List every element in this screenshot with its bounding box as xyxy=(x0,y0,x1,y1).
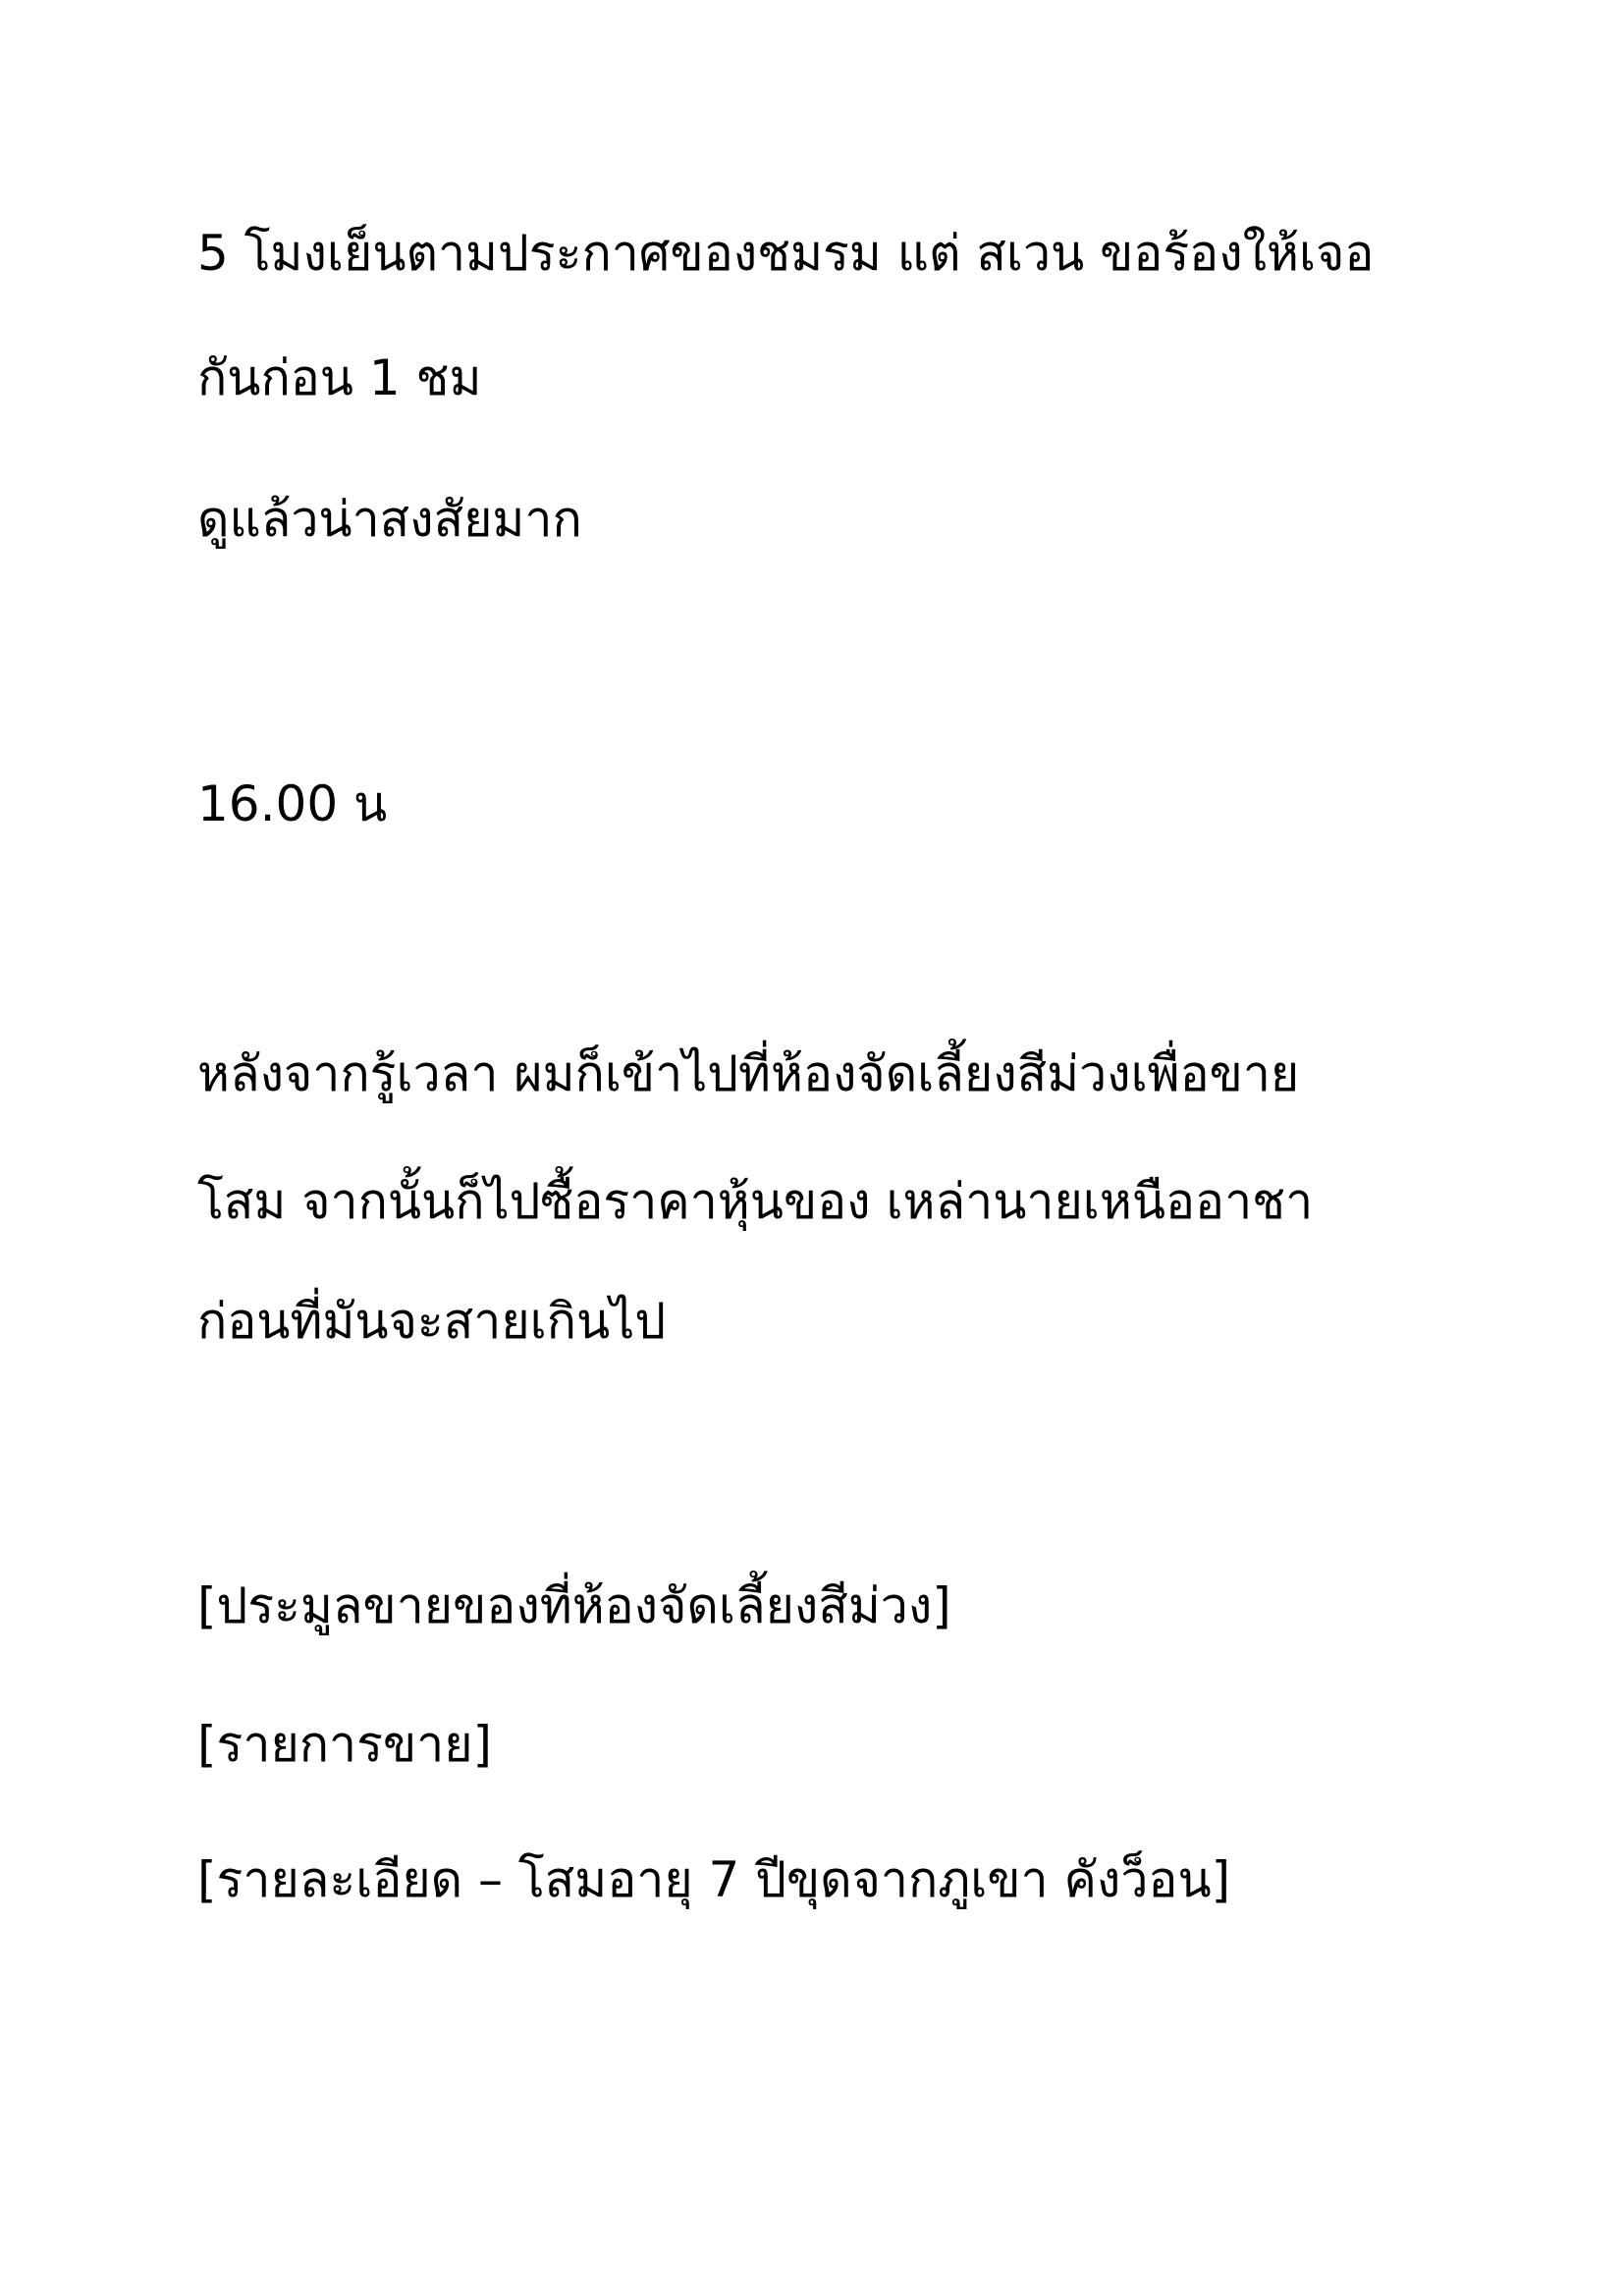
text-line-7: ก่อนที่มันจะสายเกินไป xyxy=(197,1293,667,1350)
auction-item-details: [รายละเอียด – โสมอายุ 7 ปีขุดจากภูเขา คังว็อน] xyxy=(197,1851,1231,1908)
text-line-5: หลังจากรู้เวลา ผมก็เข้าไปที่ห้องจัดเลี้ยงสีม่วงเพื่อขาย xyxy=(197,1045,1300,1102)
text-line-1: 5 โมงเย็นตามประกาศของชมรม แต่ สเวน ขอร้องให้เจอ xyxy=(197,225,1375,282)
text-line-2: กันก่อน 1 ชม xyxy=(197,349,482,406)
auction-item-list: [รายการขาย] xyxy=(197,1716,492,1773)
auction-header: [ประมูลขายของที่ห้องจัดเลี้ยงสีม่วง] xyxy=(197,1577,951,1634)
text-line-time: 16.00 น xyxy=(197,775,388,832)
text-line-3: ดูแล้วน่าสงสัยมาก xyxy=(197,491,582,548)
text-line-6: โสม จากนั้นก็ไปซื้อราคาหุ้นของ เหล่านายเหนืออาชา xyxy=(197,1173,1314,1230)
